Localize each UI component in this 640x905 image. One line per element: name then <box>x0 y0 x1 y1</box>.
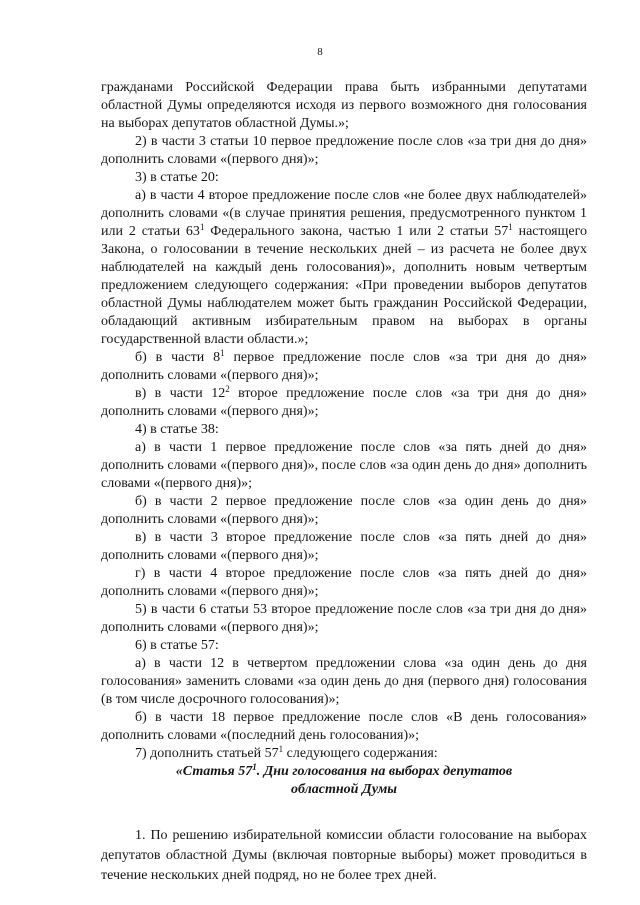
text-span: а) в части 4 второе предложение после слов «не более двух наблюдателей» дополнить словами «(в случае принятия решения, предусмотренного пунктом 1 или 2 статьи 63 <box>101 188 587 239</box>
paragraph: в) в части 3 второе предложение после слов «за пять дней до дня» дополнить словами «(первого дня)»; <box>101 530 587 563</box>
text-span: первое предложение после слов «за три дня до дня» дополнить словами «(первого дня)»; <box>101 350 587 383</box>
paragraph: г) в части 4 второе предложение после слов «за пять дней до дня» дополнить словами «(первого дня)»; <box>101 566 587 599</box>
superscript: 1 <box>199 222 205 232</box>
paragraph: 3) в статье 20: <box>135 170 219 185</box>
paragraph <box>101 349 587 385</box>
paragraph <box>101 385 587 421</box>
paragraph: 4) в статье 38: <box>135 422 219 437</box>
paragraph: 2) в части 3 статьи 10 первое предложение после слов «за три дня до дня» дополнить словами «(первого дня)»; <box>101 134 587 167</box>
text-span: настоящего Закона, о голосовании в течение нескольких дней – из расчета не более двух наблюдателей на каждый день голосования)», дополнить новым четвертым предложением следующего содержания: «При проведении выборов депутатов областной Думы наблюдателем может быть гражданин Российской Федерации, обладающий активным избирательным правом на выборах в органы государственной власти области.»; <box>101 224 588 347</box>
article-heading <box>101 763 587 799</box>
text-span: Федерального закона, частью 1 или 2 статьи 57 <box>204 224 509 239</box>
paragraph: а) в части 12 в четвертом предложении слова «за один день до дня голосования» заменить словами «за один день до дня (первого дня) голосования (в том числе досрочного голосования)»; <box>101 656 587 707</box>
superscript: 1 <box>278 744 284 754</box>
text-span: второе предложение после слов «за три дня до дня» дополнить словами «(первого дня)»; <box>101 386 587 419</box>
text-span: областной Думы <box>290 782 398 797</box>
text-span: б) в части 8 <box>135 350 221 365</box>
document-body <box>101 79 587 886</box>
paragraph: гражданами Российской Федерации права быть избранными депутатами областной Думы определяются исходя из первого возможного дня голосования на выборах депутатов областной Думы.»; <box>101 80 587 131</box>
text-span: «Статья 57 <box>175 764 253 779</box>
paragraph <box>101 187 587 349</box>
paragraph: б) в части 2 первое предложение после слов «за один день до дня» дополнить словами «(первого дня)»; <box>101 494 587 527</box>
paragraph: 6) в статье 57: <box>135 638 219 653</box>
paragraph <box>101 745 587 763</box>
text-span: 7) дополнить статьей 57 <box>135 746 279 761</box>
superscript: 1 <box>252 762 257 772</box>
text-span: . Дни голосования на выборах депутатов <box>256 764 513 779</box>
superscript: 1 <box>220 348 225 358</box>
text-span: в) в части 12 <box>135 386 226 401</box>
superscript: 2 <box>225 384 230 394</box>
page-number: 8 <box>317 46 323 58</box>
paragraph: б) в части 18 первое предложение после слов «В день голосования» дополнить словами «(последний день голосования)»; <box>101 710 587 743</box>
text-span: следующего содержания: <box>283 746 438 761</box>
superscript: 1 <box>508 222 513 232</box>
paragraph: 5) в части 6 статьи 53 второе предложение после слов «за три дня до дня» дополнить словами «(первого дня)»; <box>101 602 587 635</box>
paragraph: 1. По решению избирательной комиссии области голосование на выборах депутатов областной Думы (включая повторные выборы) может проводиться в течение нескольких дней подряд, но не более трех дней. <box>101 828 587 883</box>
paragraph: а) в части 1 первое предложение после слов «за пять дней до дня» дополнить словами «(первого дня)», после слов «за один день до дня» дополнить словами «(первого дня)»; <box>101 440 587 491</box>
